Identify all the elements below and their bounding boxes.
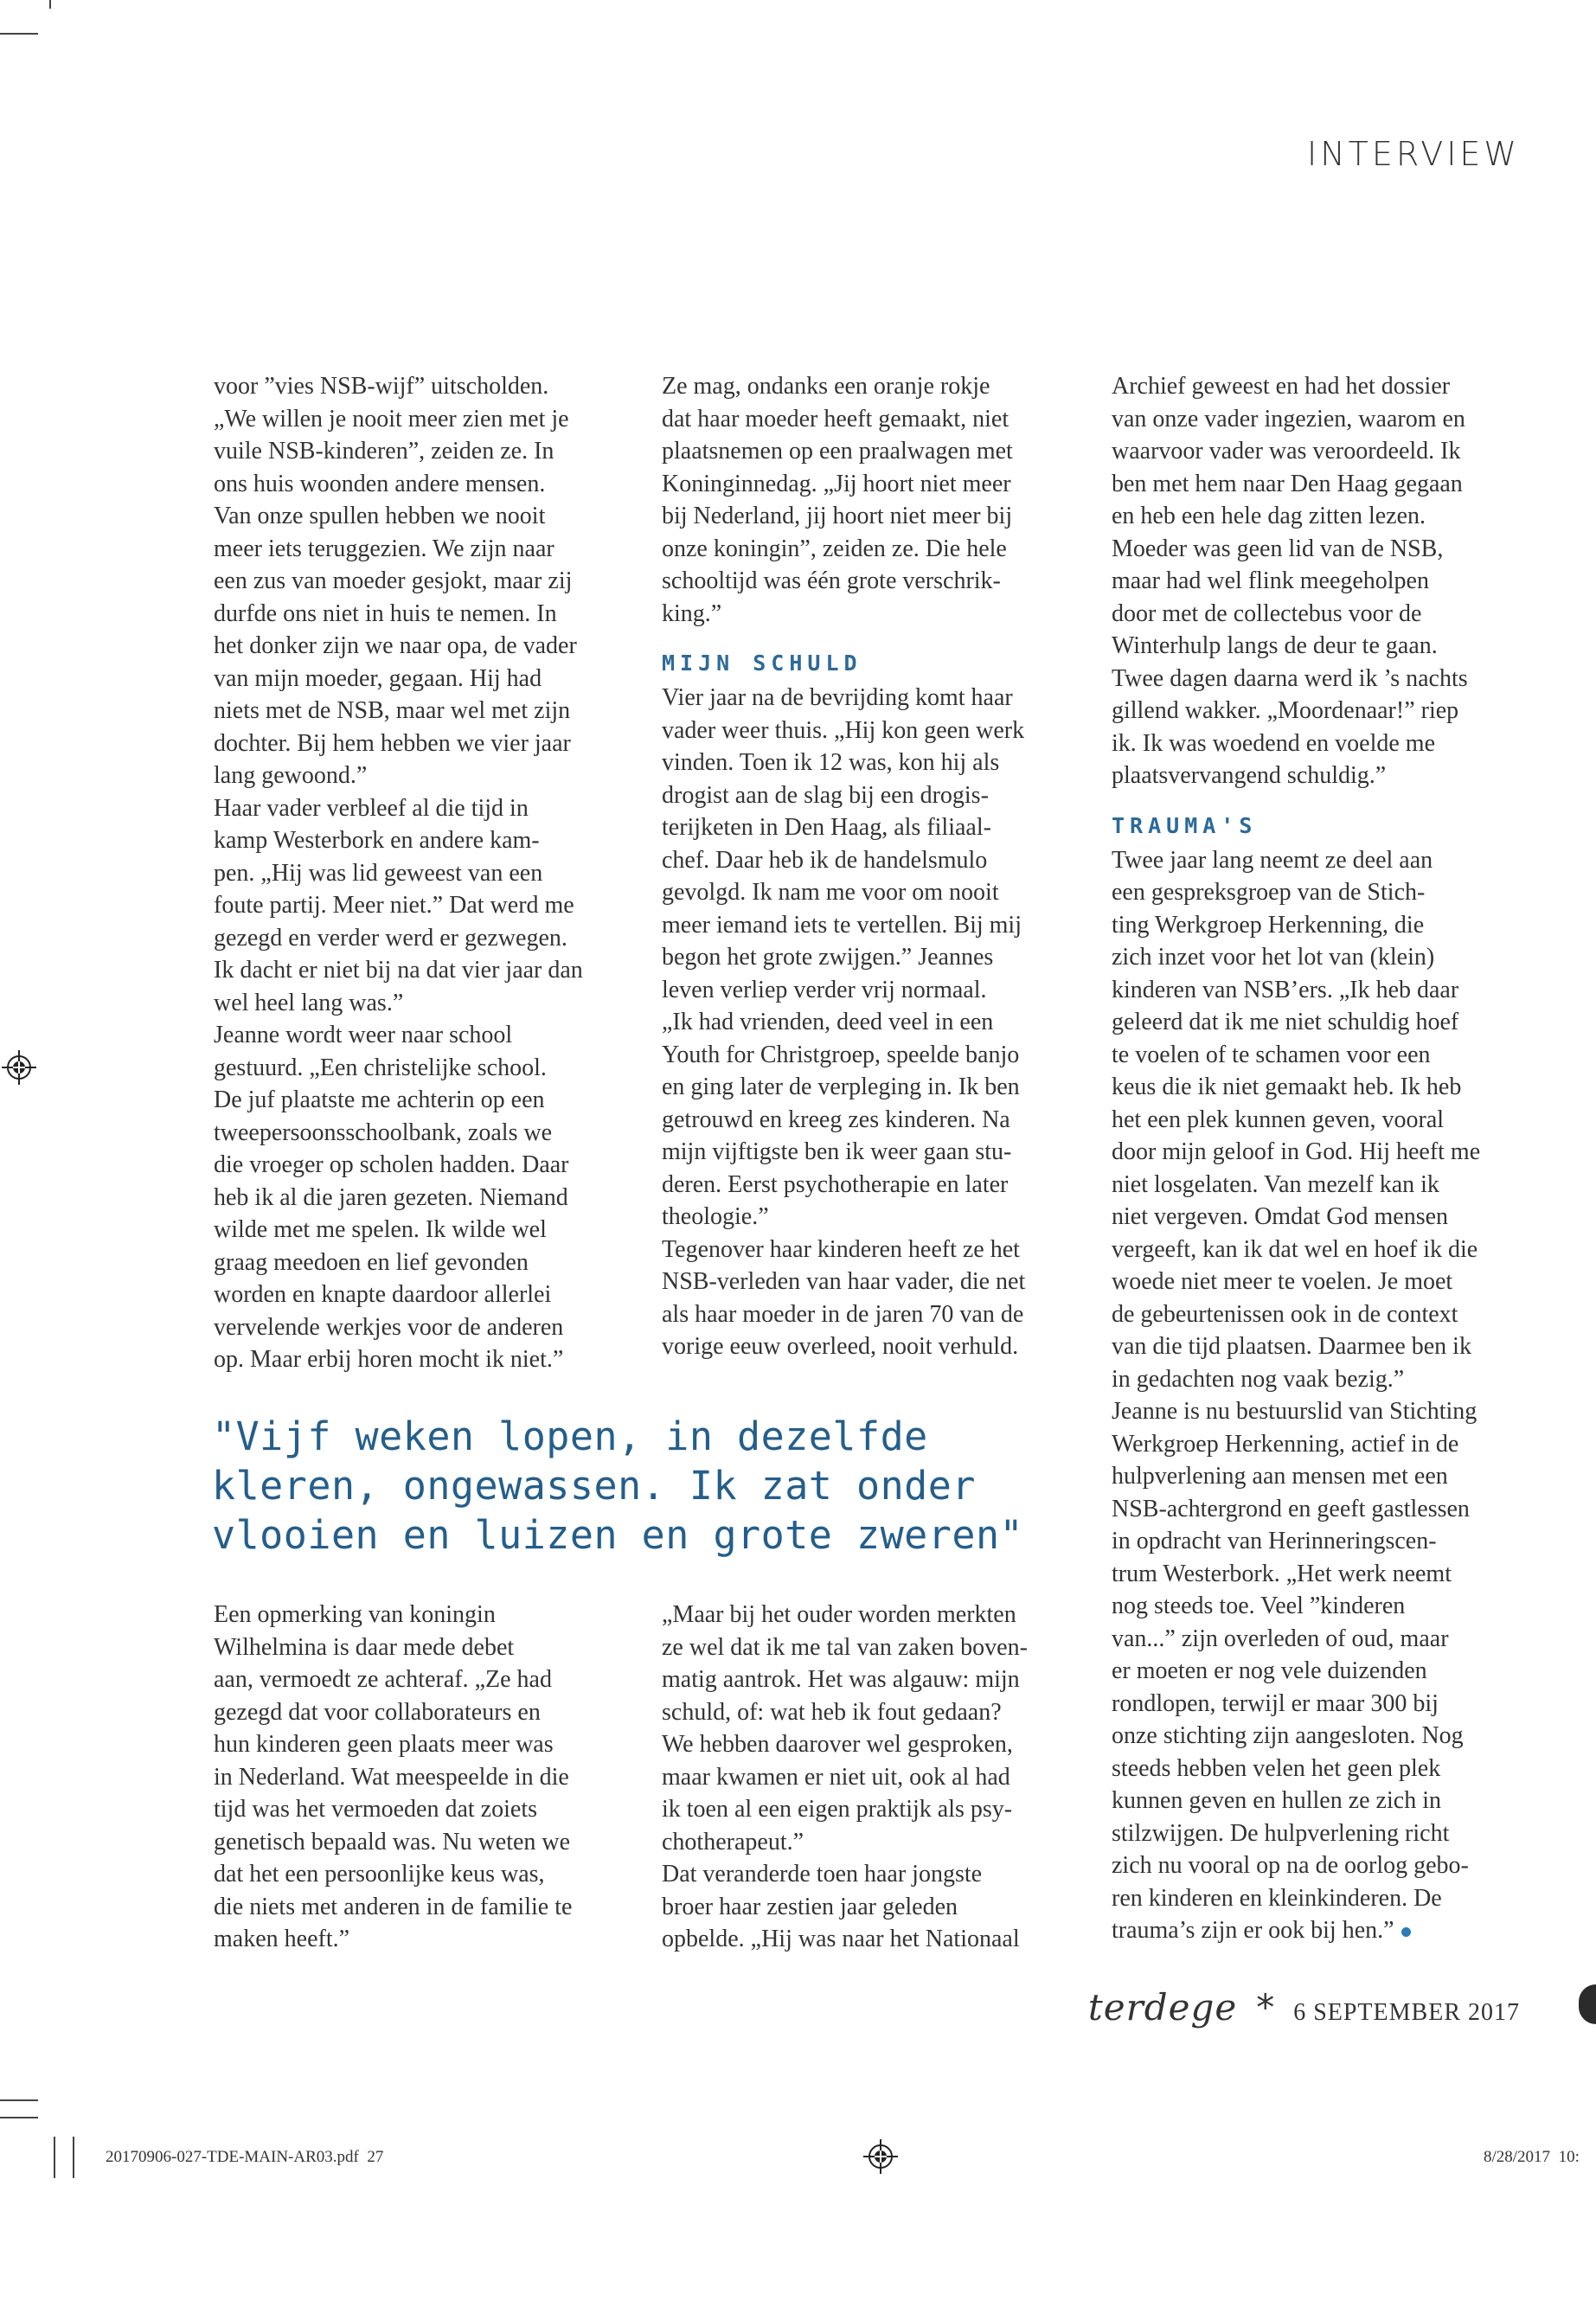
slug-timestamp [1484,2148,1596,2167]
column-left-bottom [214,1599,620,1956]
paragraph: „Maar bij het ouder worden merkten ze wel dat ik me tal van zaken boven- matig aantrok. Het was algauw: mijn schuld, of: wat heb ik fout gedaan? We hebben daarover wel gesproken, maar kwamen er niet uit, ook al had ik toen al een eigen praktijk als psy- chotherapeut.” [662,1601,1028,1856]
paragraph: Archief geweest en had het dossier van onze vader ingezien, waarom en waarvoor vader was veroordeeld. Ik ben met hem naar Den Haag gegaan en heb een hele dag zitten lezen. Moeder was geen lid van de NSB, maar had wel flink meegeholpen door met de collectebus voor de Winterhulp langs de deur te gaan. Twee dagen daarna werd ik ’s nachts gillend wakker. „Moordenaar!” riep ik. Ik was woedend en voelde me plaatsvervangend schuldig.” [1112,373,1468,789]
end-of-article-icon [1401,1927,1411,1937]
paragraph [1112,1395,1518,1947]
paragraph: voor ”vies NSB-wijf” uitscholden. „We willen je nooit meer zien met je vuile NSB-kinderen”, zeiden ze. In ons huis woonden andere mensen. Van onze spullen hebben we nooit meer iets teruggezien. We zijn naar een zus van moeder gesjokt, maar zij durfde ons niet in huis te nemen. In het donker zijn we naar opa, de vader van mijn moeder, gegaan. Hij had niets met de NSB, maar wel met zijn dochter. Bij hem hebben we vier jaar lang gewoond.” [214,373,577,789]
crop-mark [49,0,51,9]
crop-mark [54,2137,55,2178]
paragraph: Een opmerking van koningin Wilhelmina is daar mede debet aan, vermoedt ze achteraf. „Ze had gezegd dat voor collaborateurs en hun kinderen geen plaats meer was in Nederland. Wat meespeelde in die tijd was het vermoeden dat zoiets genetisch bepaald was. Nu weten we dat het een persoonlijke keus was, die niets met anderen in de familie te maken heeft.” [214,1601,573,1952]
crop-mark [0,33,38,35]
column-left-top [214,370,620,1376]
paragraph: Tegenover haar kinderen heeft ze het NSB-verleden van haar vader, die net als haar moeder in de jaren 70 van de vorige eeuw overleed, nooit verhuld. [662,1235,1026,1360]
paragraph: Ze mag, ondanks een oranje rokje dat haar moeder heeft gemaakt, niet plaatsnemen op een praalwagen met Koninginnedag. „Jij hoort niet meer bij Nederland, jij hoort niet meer bij onze koningin”, zeiden ze. Die hele schooltijd was één grote verschrik- king.” [662,373,1013,627]
slug-date: 8/28/2017 [1484,2148,1551,2166]
registration-mark-icon [863,2139,898,2174]
paragraph: Jeanne wordt weer naar school gestuurd. „Een christelijke school. De juf plaatste me achterin op een tweepersoonsschoolbank, zoals we die vroeger op scholen hadden. Daar heb ik al die jaren gezeten. Niemand wilde met me spelen. Ik wilde wel graag meedoen en lief gevonden worden en knapte daardoor allerlei vervelende werkjes voor de anderen op. Maar erbij horen mocht ik niet.” [214,1022,569,1373]
column-right [1112,370,1518,1947]
slug-page: 27 [367,2148,384,2166]
paragraph: Haar vader verbleef al die tijd in kamp Westerbork en andere kam- pen. „Hij was lid geweest van een foute partij. Meer niet.” Dat werd me gezegd en verder werd er gezwegen. Ik dacht er niet bij na dat vier jaar dan wel heel lang was.” [214,794,583,1016]
paragraph: Vier jaar na de bevrijding komt haar vader weer thuis. „Hij kon geen werk vinden. Toen ik 12 was, kon hij als drogist aan de slag bij een drogis- terijketen in Den Haag, als filiaal- chef. Daar heb ik de handelsmulo gevolgd. Ik nam me voor om nooit meer iemand iets te vertellen. Bij mij begon het grote zwijgen.” Jeannes leven verliep verder vrij normaal. „Ik had vrienden, deed veel in een Youth for Christgroep, speelde banjo en ging later de verpleging in. Ik ben getrouwd en kreeg zes kinderen. Na mijn vijftigste ben ik weer gaan stu- deren. Eerst psychotherapie en later theologie.” [662,684,1025,1230]
crop-mark [0,2099,38,2101]
slug-time: 10: [1558,2148,1580,2166]
section-label: INTERVIEW [1307,135,1520,173]
crop-mark [73,2137,74,2178]
registration-mark-icon [2,1050,36,1085]
column-middle-top [662,370,1068,1363]
paragraph-text: Jeanne is nu bestuurslid van Stichting Werkgroep Herkenning, actief in de hulpverlening aan mensen met een NSB-achtergrond en geeft gastlessen in opdracht van Herinneringscen- trum Westerbork. „Het werk neemt nog steeds toe. Veel ”kinderen van...” zijn overleden of oud, maar er moeten er nog vele duizenden rondlopen, terwijl er maar 300 bij onze stichting zijn aangesloten. Nog steeds hebben velen het geen plek kunnen geven en hullen ze zich in stilzwijgen. De hulpverlening richt zich nu vooral op na de oorlog gebo- ren kinderen en kleinkinderen. De trauma’s zijn er ook bij hen.” [1112,1398,1477,1944]
paragraph: Dat veranderde toen haar jongste broer haar zestien jaar geleden opbelde. „Hij was naar het Nationaal [662,1861,1020,1952]
magazine-logo: terdege [1087,1986,1238,2029]
page-number-tab [1579,1984,1596,2024]
separator-star: * [1256,1986,1275,2029]
pull-quote: "Vijf weken lopen, in dezelfde kleren, ongewassen. Ik zat onder vlooien en luizen en grote zweren" [212,1413,1024,1558]
slug-file: 20170906-027-TDE-MAIN-AR03.pdf [106,2148,359,2166]
issue-date: 6 SEPTEMBER 2017 [1293,1999,1520,2026]
slug-filename [106,2148,383,2167]
subheading-mijn-schuld: MIJN SCHULD [662,651,862,676]
crop-mark [0,2117,38,2118]
column-middle-bottom [662,1599,1068,1956]
paragraph: Twee jaar lang neemt ze deel aan een gespreksgroep van de Stich- ting Werkgroep Herkenning, die zich inzet voor het lot van (klein) kinderen van NSB’ers. „Ik heb daar geleerd dat ik me niet schuldig hoef te voelen of te schamen voor een keus die ik niet gemaakt heb. Ik heb het een plek kunnen geven, vooral door mijn geloof in God. Hij heeft me niet losgelaten. Van mezelf kan ik niet vergeven. Omdat God mensen vergeeft, kan ik dat wel en hoef ik die woede niet meer te voelen. Je moet de gebeurtenissen ook in de context van die tijd plaatsen. Daarmee ben ik in gedachten nog vaak bezig.” [1112,846,1481,1393]
page-footer [1088,1986,1520,2029]
subheading-traumas: TRAUMA'S [1112,812,1258,838]
